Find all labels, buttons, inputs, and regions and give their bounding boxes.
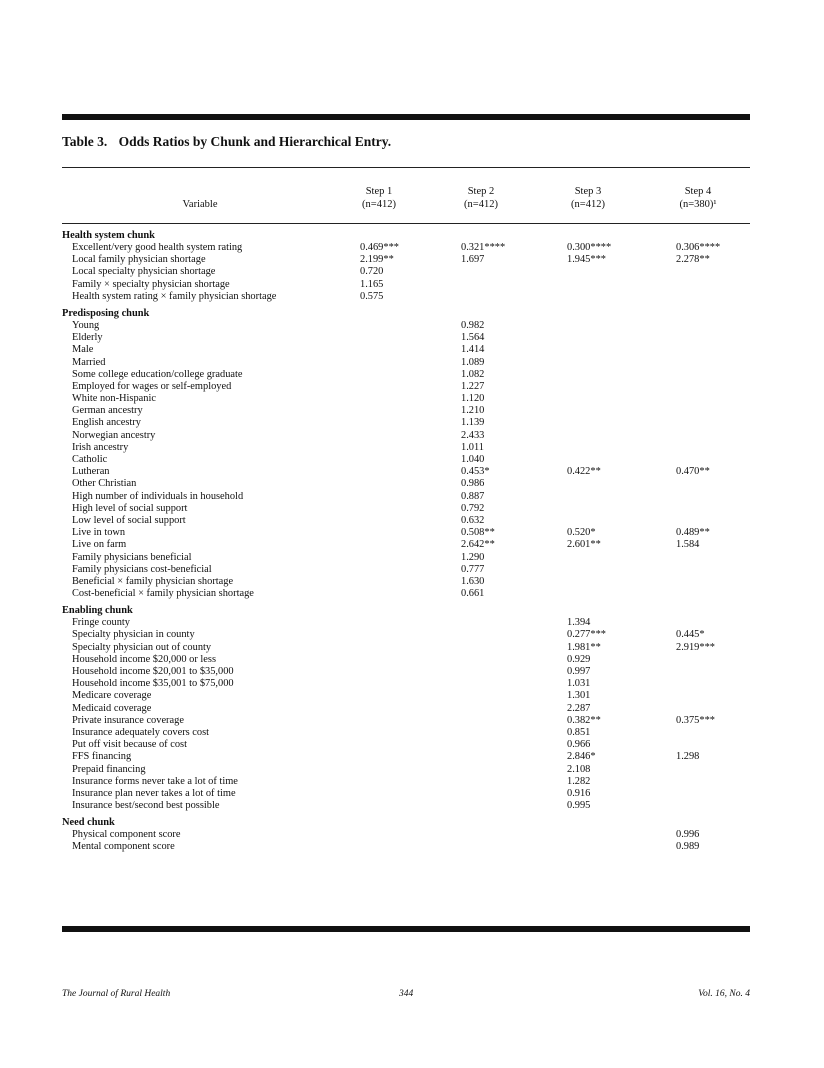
step2-value: 2.433 [461, 429, 485, 441]
step2-value: 0.661 [461, 588, 485, 600]
table-row [62, 454, 750, 466]
table-row [62, 588, 750, 600]
step1-value: 0.469*** [360, 242, 399, 253]
step2-value: 0.453* [461, 466, 490, 478]
header-top-rule [62, 167, 750, 168]
row-label: Specialty physician in county [72, 629, 195, 641]
table-row [62, 654, 750, 666]
row-label: Private insurance coverage [72, 714, 184, 726]
row-label: Family physicians cost-beneficial [72, 563, 212, 575]
step4-value: 1.584 [676, 539, 700, 551]
step1-value: 2.199** [360, 254, 394, 266]
top-heavy-rule [62, 114, 750, 120]
table-row [62, 466, 750, 478]
step1-value: 1.165 [360, 278, 384, 290]
table-row [62, 332, 750, 344]
step2-value: 0.321**** [461, 242, 506, 253]
step2-value: 0.777 [461, 563, 485, 575]
step3-value: 0.851 [567, 726, 591, 738]
step2-value: 1.564 [461, 332, 485, 344]
table-row [62, 381, 750, 393]
table-row [62, 503, 750, 515]
step2-value: 0.887 [461, 490, 485, 502]
table-row [62, 841, 750, 853]
row-label: Male [72, 344, 94, 356]
step3-value: 0.997 [567, 666, 591, 677]
row-label: Other Christian [72, 478, 137, 490]
row-label: Household income $35,001 to $75,000 [72, 678, 234, 690]
row-label: German ancestry [72, 405, 143, 417]
row-label: Family physicians beneficial [72, 551, 192, 563]
table-row [62, 430, 750, 442]
step2-value: 0.982 [461, 319, 485, 331]
column-header-variable: Variable [182, 199, 218, 210]
row-label: Irish ancestry [72, 441, 129, 453]
table-row [62, 678, 750, 690]
table-row [62, 703, 750, 715]
table-row [62, 369, 750, 381]
step4-value: 0.306**** [676, 242, 721, 253]
table-row [62, 552, 750, 564]
table-row [62, 491, 750, 503]
step4-value: 1.298 [676, 751, 700, 763]
row-label: Cost-beneficial × family physician shortage [72, 588, 254, 600]
step3-value: 0.966 [567, 739, 591, 751]
row-label: Prepaid financing [72, 763, 146, 775]
table-row [62, 617, 750, 629]
header-bottom-rule [62, 223, 750, 224]
table-row [62, 829, 750, 841]
table-row [62, 788, 750, 800]
volume-issue: Vol. 16, No. 4 [698, 989, 750, 999]
row-label: Live on farm [72, 539, 127, 551]
row-label: High level of social support [72, 502, 188, 514]
row-label: Local specialty physician shortage [72, 266, 216, 278]
row-label: Insurance forms never take a lot of time [72, 775, 238, 787]
step2-value: 1.630 [461, 575, 485, 587]
row-label: Elderly [72, 332, 103, 344]
table-row [62, 527, 750, 539]
table-row [62, 642, 750, 654]
step3-value: 0.382** [567, 714, 601, 726]
step2-value: 0.792 [461, 502, 485, 514]
row-label: Insurance plan never takes a lot of time [72, 787, 236, 799]
row-label: Beneficial × family physician shortage [72, 575, 234, 587]
table-row [62, 291, 750, 303]
row-label: Some college education/college graduate [72, 368, 243, 380]
step4-value: 2.919*** [676, 641, 715, 653]
step2-value: 0.986 [461, 478, 485, 490]
step4-value: 0.489** [676, 527, 710, 539]
step2-value: 1.139 [461, 417, 485, 429]
table-row [62, 690, 750, 702]
step1-value: 0.575 [360, 290, 384, 302]
step2-value: 1.227 [461, 380, 485, 392]
row-label: White non-Hispanic [72, 393, 156, 405]
row-label: Excellent/very good health system rating [72, 242, 243, 253]
table-row [62, 776, 750, 788]
step3-value: 1.394 [567, 617, 591, 629]
row-label: Medicare coverage [72, 690, 152, 702]
row-label: Norwegian ancestry [72, 429, 156, 441]
row-label: Young [72, 319, 100, 331]
row-label: Lutheran [72, 466, 110, 478]
journal-name: The Journal of Rural Health [62, 989, 171, 999]
step4-value: 2.278** [676, 254, 710, 266]
table-row [62, 320, 750, 332]
table-row [62, 242, 750, 254]
step4-value: 0.989 [676, 841, 700, 853]
row-label: Catholic [72, 454, 108, 465]
step3-value: 0.277*** [567, 629, 606, 641]
row-label: Put off visit because of cost [72, 739, 187, 751]
table-row [62, 393, 750, 405]
section-title: Predisposing chunk [62, 307, 150, 319]
step2-value: 1.011 [461, 441, 484, 453]
step3-value: 0.520* [567, 527, 596, 539]
step3-value: 0.929 [567, 653, 591, 665]
row-label: Fringe county [72, 617, 131, 629]
table-caption: Odds Ratios by Chunk and Hierarchical Entry. [118, 134, 392, 149]
row-label: Local family physician shortage [72, 254, 206, 266]
table-row [62, 357, 750, 369]
table-row [62, 715, 750, 727]
table-row [62, 666, 750, 678]
step3-value: 2.108 [567, 763, 591, 775]
row-label: High number of individuals in household [72, 490, 244, 502]
step3-value: 0.916 [567, 787, 591, 799]
row-label: Medicaid coverage [72, 702, 152, 714]
step3-value: 1.031 [567, 678, 591, 690]
table-row [62, 254, 750, 266]
step2-value: 1.040 [461, 454, 485, 465]
step2-value: 1.089 [461, 356, 485, 368]
table-row [62, 539, 750, 551]
row-label: Mental component score [72, 841, 175, 853]
row-label: Employed for wages or self-employed [72, 380, 232, 392]
row-label: FFS financing [72, 751, 132, 763]
step3-value: 0.995 [567, 800, 591, 812]
step2-value: 0.632 [461, 514, 485, 526]
step2-value: 1.210 [461, 405, 485, 417]
table-row [62, 800, 750, 812]
table-row [62, 764, 750, 776]
section-title: Enabling chunk [62, 605, 133, 617]
odds-ratio-table [62, 229, 750, 854]
table-row [62, 739, 750, 751]
row-label: Married [72, 356, 106, 368]
step2-value: 2.642** [461, 539, 495, 551]
table-row [62, 344, 750, 356]
table-row [62, 751, 750, 763]
table-row [62, 266, 750, 278]
row-label: Family × specialty physician shortage [72, 278, 230, 290]
table-row [62, 576, 750, 588]
step3-value: 0.422** [567, 466, 601, 478]
row-label: Specialty physician out of county [72, 641, 212, 653]
table-row [62, 727, 750, 739]
step2-value: 1.120 [461, 393, 485, 405]
row-label: Low level of social support [72, 514, 186, 526]
column-header-step4: Step 4 (n=380)¹ [679, 186, 717, 210]
step4-value: 0.445* [676, 629, 705, 641]
table-row [62, 515, 750, 527]
table-row [62, 629, 750, 641]
step4-value: 0.375*** [676, 714, 715, 726]
column-header-step3: Step 3 (n=412) [571, 186, 605, 210]
step4-value: 0.996 [676, 829, 700, 841]
section-title: Health system chunk [62, 230, 155, 241]
step1-value: 0.720 [360, 266, 384, 278]
row-label: Insurance best/second best possible [72, 800, 220, 812]
table-title [62, 134, 391, 150]
table-row [62, 564, 750, 576]
table-number: Table 3. [62, 134, 108, 149]
step3-value: 2.287 [567, 702, 591, 714]
table-row [62, 442, 750, 454]
step3-value: 2.601** [567, 539, 601, 551]
row-label: Live in town [72, 527, 126, 539]
step3-value: 2.846* [567, 751, 596, 763]
step2-value: 0.508** [461, 527, 495, 539]
step2-value: 1.082 [461, 368, 485, 380]
table-row [62, 478, 750, 490]
table-row [62, 279, 750, 291]
row-label: Household income $20,001 to $35,000 [72, 666, 234, 677]
row-label: Health system rating × family physician shortage [72, 290, 277, 302]
step3-value: 1.282 [567, 775, 591, 787]
section-title: Need chunk [62, 817, 115, 829]
page-number: 344 [399, 989, 414, 999]
column-header-step2: Step 2 (n=412) [464, 186, 498, 210]
table-row [62, 417, 750, 429]
row-label: Physical component score [72, 829, 181, 841]
table-row [62, 405, 750, 417]
step2-value: 1.290 [461, 551, 485, 563]
column-header-step1: Step 1 (n=412) [362, 186, 396, 210]
step4-value: 0.470** [676, 466, 710, 478]
step3-value: 1.301 [567, 690, 591, 702]
row-label: Insurance adequately covers cost [72, 726, 210, 738]
step3-value: 1.945*** [567, 254, 606, 266]
row-label: English ancestry [72, 417, 141, 429]
step2-value: 1.414 [461, 344, 485, 356]
row-label: Household income $20,000 or less [72, 653, 217, 665]
step2-value: 1.697 [461, 254, 485, 266]
step3-value: 1.981** [567, 641, 601, 653]
step3-value: 0.300**** [567, 242, 612, 253]
bottom-heavy-rule [62, 926, 750, 932]
